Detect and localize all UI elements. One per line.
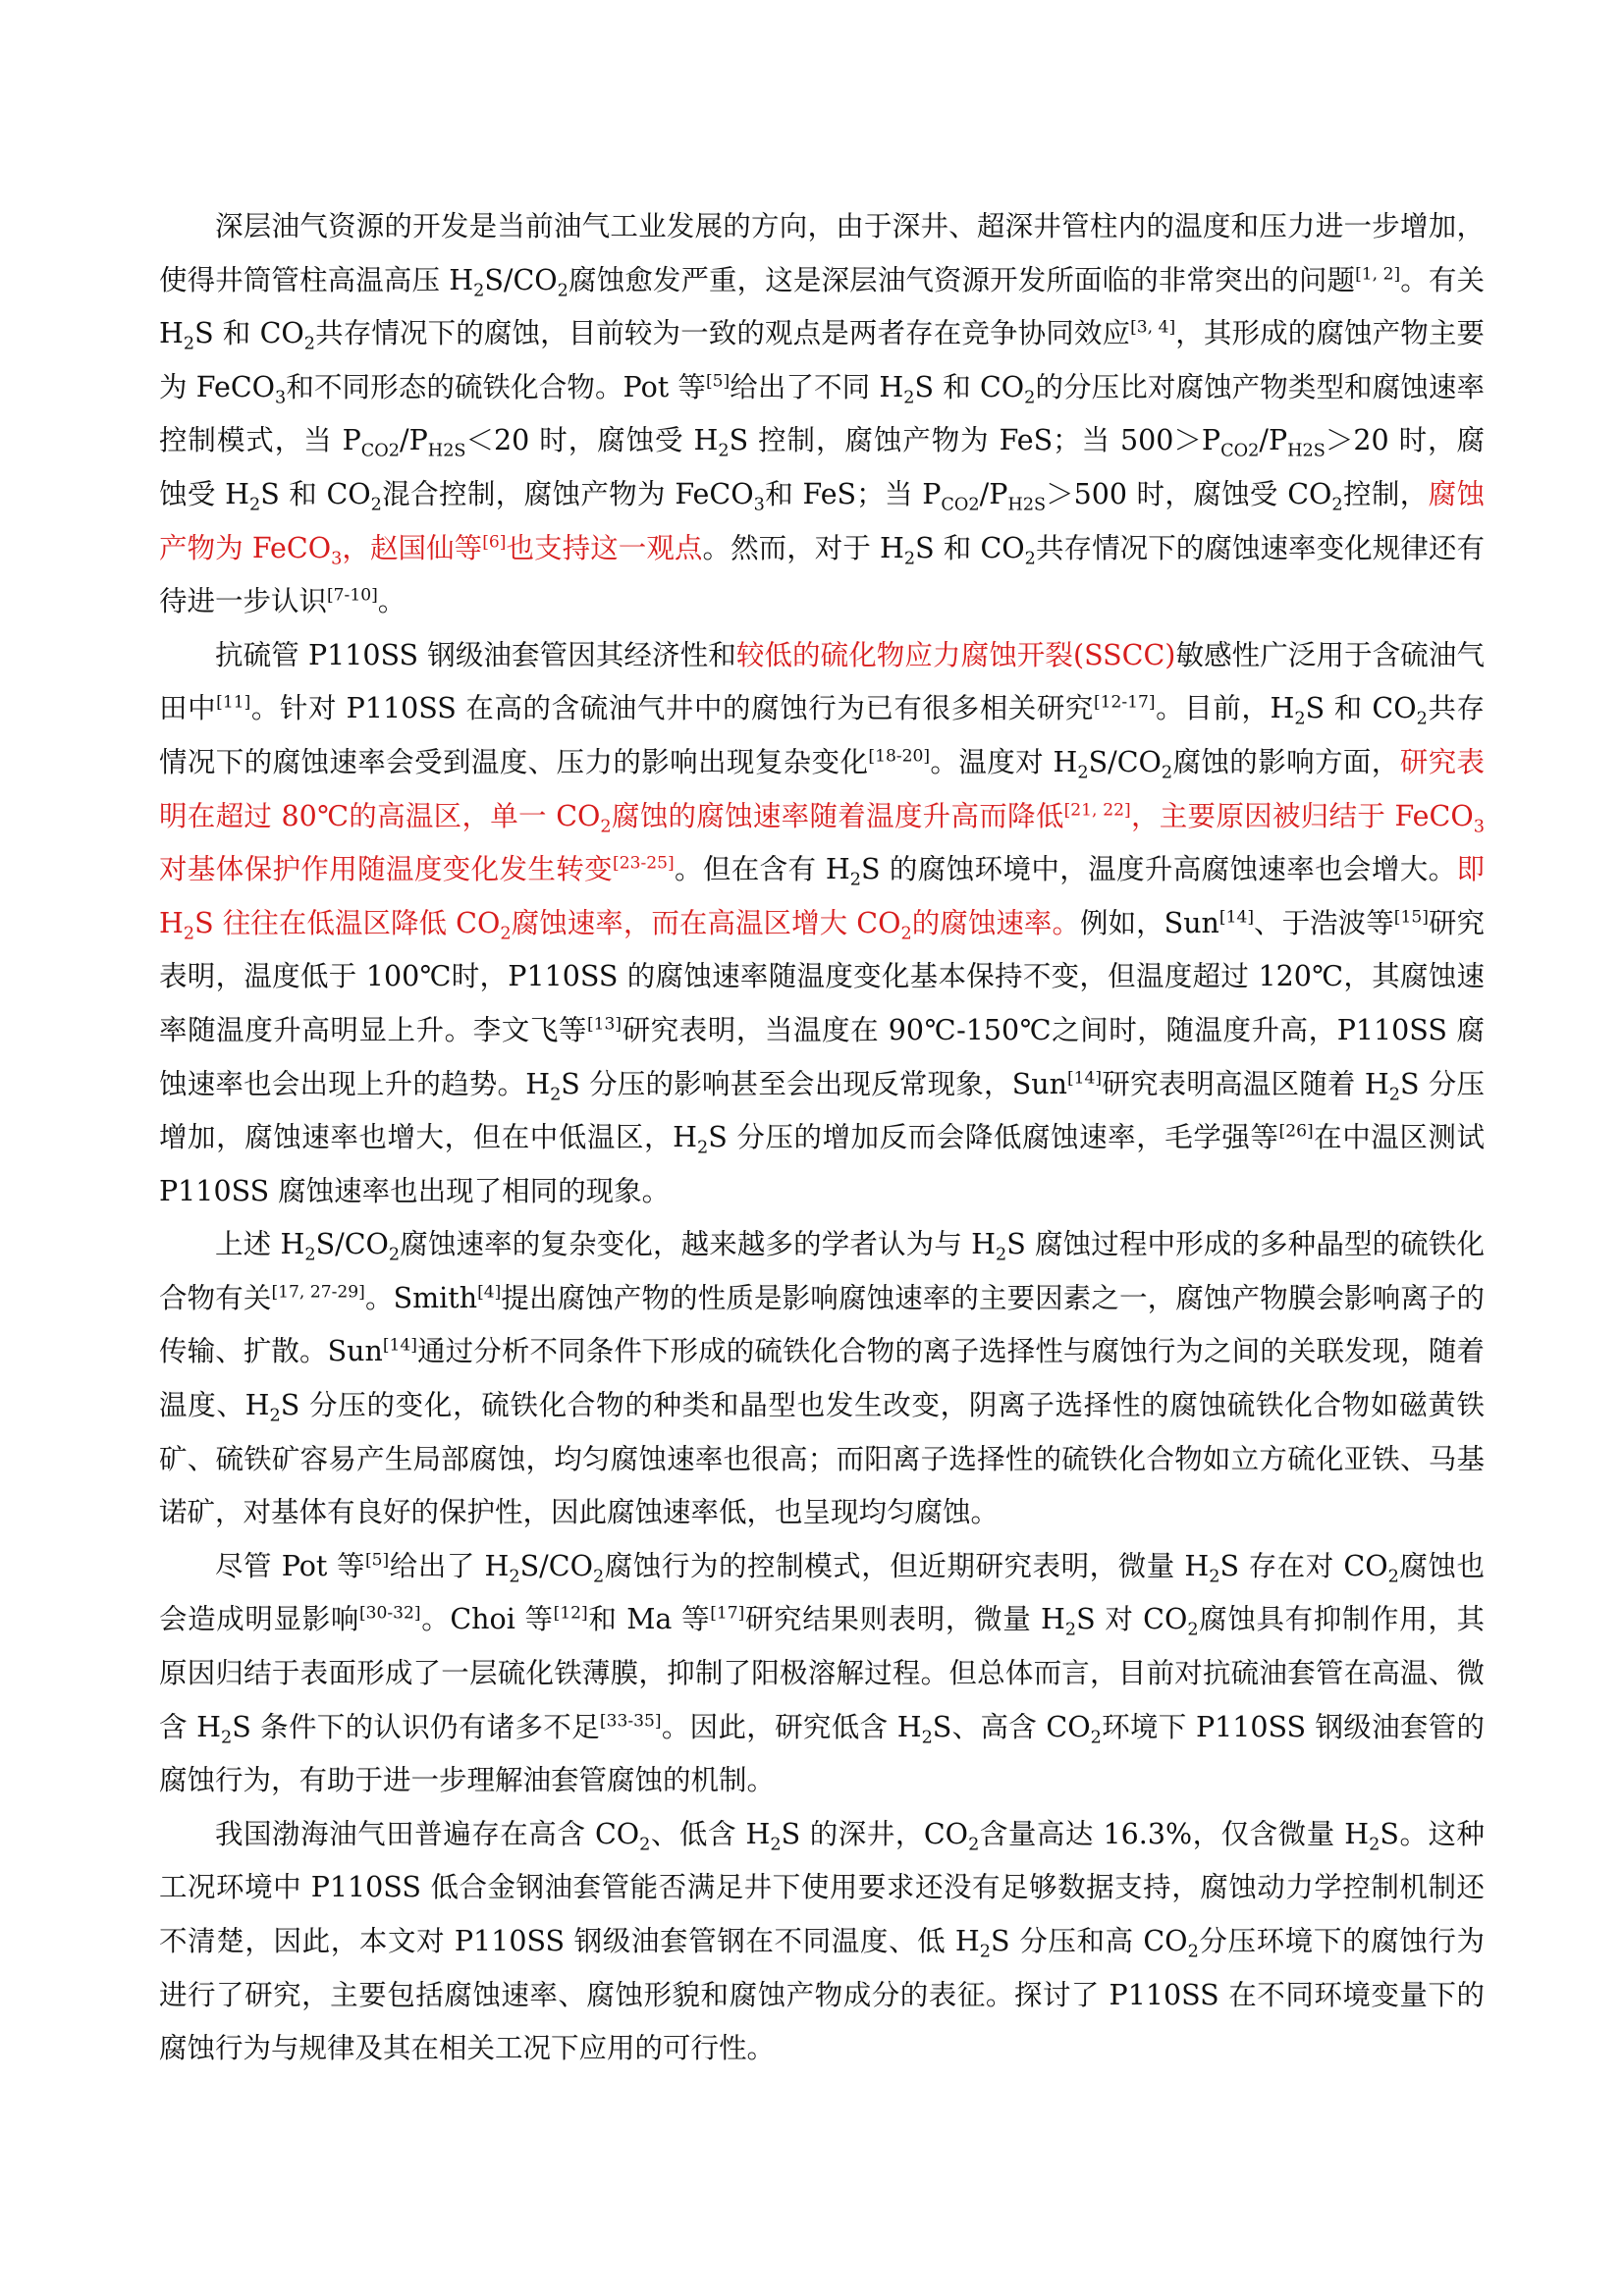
- highlighted-text: 研究表明在超过 80℃的高温区，单一 $CO_2$腐蚀的腐蚀速率随着温度升高而降低[21, 22]，主要原因被归结于 FeCO$_3$对基体保护作用随温度变化发生转变[23-25]: [159, 745, 1485, 886]
- highlighted-text: 即 $H_2S$ 往往在低温区降低 $CO_2$腐蚀速率，而在高温区增大 $CO_2$的腐蚀速率。: [159, 853, 1485, 944]
- highlighted-text: 腐蚀产物为 FeCO$_3$，赵国仙等[6]也支持这一观点: [159, 477, 1485, 569]
- citation: [5]: [705, 371, 731, 392]
- citation: [30-32]: [358, 1603, 421, 1624]
- citation: [26]: [1278, 1121, 1314, 1142]
- highlighted-text: 较低的硫化物应力腐蚀开裂(SSCC): [735, 638, 1176, 671]
- paragraph-5: 我国渤海油气田普遍存在高含 $CO_2$、低含 $H_2S$ 的深井，$CO_2$含量高达 16.3%，仅含微量 $H_2S$。这种工况环境中 P110SS 低合金钢油套管能否满足井下使用要求还没有足够数据支持，腐蚀动力学控制机制还不清楚，因此，本文对 P110SS 钢级油套管钢在不同温度、低 $H_2S$ 分压和高 $CO_2$分压环境下的腐蚀行为进行了研究，主要包括腐蚀速率、腐蚀形貌和腐蚀产物成分的表征。探讨了 P110SS 在不同环境变量下的腐蚀行为与规律及其在相关工况下应用的可行性。: [159, 1817, 1486, 2065]
- citation: [5]: [365, 1550, 390, 1571]
- citation: [7-10]: [327, 585, 378, 606]
- citation: [18-20]: [868, 746, 931, 767]
- paragraph-1: 深层油气资源的开发是当前油气工业发展的方向，由于深井、超深井管柱内的温度和压力进一步增加，使得井筒管柱高温高压 $H_2S/CO_2$腐蚀愈发严重，这是深层油气资源开发所面临的非常突出的问题[1, 2]。有关 $H_2S$ 和 $CO_2$共存情况下的腐蚀，目前较为一致的观点是两者存在竞争协同效应[3, 4]，其形成的腐蚀产物主要为 FeCO$_3$和不同形态的硫铁化合物。Pot 等[5]给出了不同 $H_2S$ 和 $CO_2$的分压比对腐蚀产物类型和腐蚀速率控制模式，当 $P_{CO2}/P_{H2S}<20$ 时，腐蚀受 $H_2S$ 控制，腐蚀产物为 FeS；当 $500>P_{CO2}/P_{H2S}>20$ 时，腐蚀受 $H_2S$ 和 $CO_2$混合控制，腐蚀产物为 FeCO$_3$和 FeS；当 $P_{CO2}/P_{H2S}>500$ 时，腐蚀受 $CO_2$控制，腐蚀产物为 FeCO$_3$，赵国仙等[6]也支持这一观点。然而，对于 $H_2S$ 和 $CO_2$共存情况下的腐蚀速率变化规律还有待进一步认识[7-10]。: [159, 210, 1485, 618]
- citation: [14]: [382, 1335, 417, 1356]
- citation: [33-35]: [599, 1711, 662, 1732]
- citation: [12-17]: [1093, 692, 1156, 713]
- citation: [13]: [586, 1014, 623, 1035]
- citation: [14]: [1218, 907, 1254, 928]
- paragraph-4: 尽管 Pot 等[5]给出了 $H_2S/CO_2$腐蚀行为的控制模式，但近期研究表明，微量 $H_2S$ 存在对 $CO_2$腐蚀也会造成明显影响[30-32]。Choi 等[12]和 Ma 等[17]研究结果则表明，微量 $H_2S$ 对 $CO_2$腐蚀具有抑制作用，其原因归结于表面形成了一层硫化铁薄膜，抑制了阳极溶解过程。但总体而言，目前对抗硫油套管在高温、微含 $H_2S$ 条件下的认识仍有诸多不足[33-35]。因此，研究低含 $H_2S$、高含 $CO_2$环境下 P110SS 钢级油套管的腐蚀行为，有助于进一步理解油套管腐蚀的机制。: [159, 1549, 1485, 1797]
- citation: [4]: [477, 1282, 502, 1303]
- document-body: [159, 200, 1485, 2076]
- citation: [1, 2]: [1355, 264, 1401, 285]
- citation: [12]: [553, 1603, 588, 1624]
- paragraph-2: 抗硫管 P110SS 钢级油套管因其经济性和较低的硫化物应力腐蚀开裂(SSCC)敏感性广泛用于含硫油气田中[11]。针对 P110SS 在高的含硫油气井中的腐蚀行为已有很多相关研究[12-17]。目前，$H_2S$ 和 $CO_2$共存情况下的腐蚀速率会受到温度、压力的影响出现复杂变化[18-20]。温度对 $H_2S/CO_2$腐蚀的影响方面，研究表明在超过 80℃的高温区，单一 $CO_2$腐蚀的腐蚀速率随着温度升高而降低[21, 22]，主要原因被归结于 FeCO$_3$对基体保护作用随温度变化发生转变[23-25]。但在含有 $H_2S$ 的腐蚀环境中，温度升高腐蚀速率也会增大。即 $H_2S$ 往往在低温区降低 $CO_2$腐蚀速率，而在高温区增大 $CO_2$的腐蚀速率。例如，Sun[14]、于浩波等[15]研究表明，温度低于 100℃时，P110SS 的腐蚀速率随温度变化基本保持不变，但温度超过 120℃，其腐蚀速率随温度升高明显上升。李文飞等[13]研究表明，当温度在 90℃-150℃之间时，随温度升高，P110SS 腐蚀速率也会出现上升的趋势。$H_2S$ 分压的影响甚至会出现反常现象，Sun[14]研究表明高温区随着 $H_2S$ 分压增加，腐蚀速率也增大，但在中低温区，$H_2S$ 分压的增加反而会降低腐蚀速率，毛学强等[26]在中温区测试 P110SS 腐蚀速率也出现了相同的现象。: [159, 638, 1485, 1207]
- citation: [11]: [216, 692, 251, 713]
- citation: [17, 27-29]: [271, 1282, 365, 1303]
- citation: [14]: [1066, 1068, 1103, 1088]
- paragraph-3: 上述 $H_2S/CO_2$腐蚀速率的复杂变化，越来越多的学者认为与 $H_2S$ 腐蚀过程中形成的多种晶型的硫铁化合物有关[17, 27-29]。Smith[4]提出腐蚀产物的性质是影响腐蚀速率的主要因素之一，腐蚀产物膜会影响离子的传输、扩散。Sun[14]通过分析不同条件下形成的硫铁化合物的离子选择性与腐蚀行为之间的关联发现，随着温度、$H_2S$ 分压的变化，硫铁化合物的种类和晶型也发生改变，阴离子选择性的腐蚀硫铁化合物如磁黄铁矿、硫铁矿容易产生局部腐蚀，均匀腐蚀速率也很高；而阳离子选择性的硫铁化合物如立方硫化亚铁、马基诺矿，对基体有良好的保护性，因此腐蚀速率低，也呈现均匀腐蚀。: [159, 1228, 1485, 1529]
- citation: [3, 4]: [1130, 317, 1176, 338]
- citation: [15]: [1393, 907, 1429, 928]
- citation: [17]: [710, 1603, 745, 1624]
